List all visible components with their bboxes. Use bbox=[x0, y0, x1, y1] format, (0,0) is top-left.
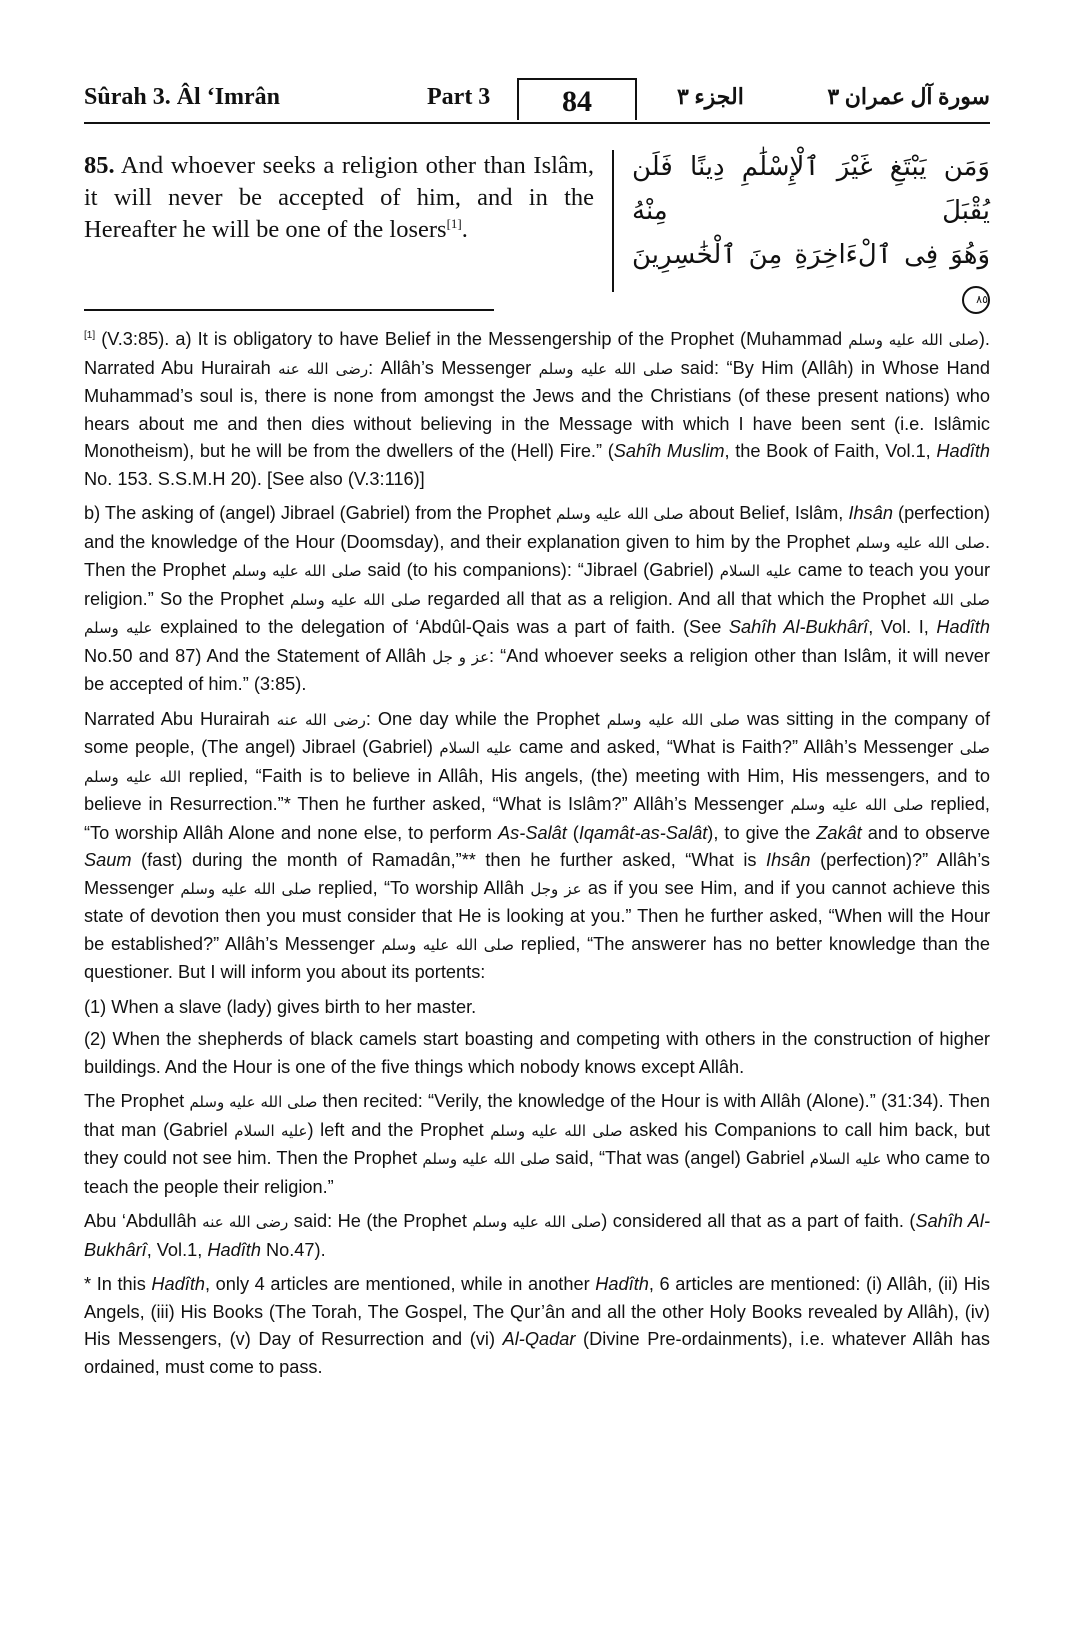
honorific-arabic: عز و جل bbox=[432, 647, 490, 666]
term-italic: Hadîth bbox=[595, 1274, 649, 1294]
note-paragraph-c bbox=[84, 706, 990, 987]
text-run: regarded all that as a religion. And all that which the Prophet bbox=[421, 588, 933, 609]
term-italic: Iqamât-as-Salât bbox=[578, 822, 708, 843]
honorific-arabic: صلى الله عليه وسلم bbox=[422, 1150, 551, 1168]
text-run: replied, “Faith is to believe in Allâh, His angels, (the) meeting with Him, His messengers, and to believe in Resurrection.”* Then he further asked, “What is Islâm?” Allâh’s Messenger bbox=[84, 765, 991, 814]
text-run: ( bbox=[566, 822, 579, 843]
honorific-arabic: صلى الله عليه وسلم bbox=[180, 879, 312, 898]
term-italic: Hadîth bbox=[936, 441, 990, 461]
text-run: then recited: “Verily, the knowledge of the Hour is with Allâh (Alone).” (31:34). Then that man (Gabriel bbox=[84, 1091, 990, 1140]
honorific-arabic: عليه السلام bbox=[809, 1150, 882, 1168]
honorific-arabic: صلى الله عليه وسلم bbox=[848, 331, 979, 349]
term-italic: Ihsân bbox=[766, 850, 811, 870]
header-juz-arabic: الجزء ٣ bbox=[677, 84, 744, 109]
text-run: replied, “To worship Allâh bbox=[311, 877, 531, 898]
honorific-arabic: عليه السلام bbox=[439, 739, 513, 757]
honorific-arabic: صلى الله عليه وسلم bbox=[189, 1093, 318, 1111]
note-paragraph-a bbox=[84, 326, 990, 493]
note-paragraph-e bbox=[84, 1088, 990, 1201]
text-run: came and asked, “What is Faith?” Allâh’s Messenger bbox=[512, 737, 960, 757]
term-italic: As-Salât bbox=[498, 822, 567, 843]
text-run: and to observe bbox=[861, 822, 990, 843]
footnote-rule bbox=[84, 309, 494, 311]
header-rule bbox=[84, 122, 990, 124]
text-run: , 6 articles are mentioned: (i) Allâh, (ii) His Angels, (iii) His Books (The Torah, The Gospel, The Qur’ân and all the other Holy Books revealed by Allâh), (iv) His Messengers, (v) Day of Resurrection and (vi) bbox=[84, 1274, 990, 1349]
term-italic: Al-Qadar bbox=[502, 1329, 576, 1349]
honorific-arabic: صلى الله عليه وسلم bbox=[790, 796, 924, 814]
honorific-arabic: صلى الله عليه وسلم bbox=[289, 590, 422, 609]
honorific-arabic: عز وجل bbox=[530, 879, 582, 898]
honorific-arabic: عليه السلام bbox=[719, 562, 793, 580]
text-run: ) considered all that as a part of faith. ( bbox=[601, 1211, 916, 1231]
note-paragraph-g bbox=[84, 1271, 990, 1381]
ayah-number-mark: ٨٥ bbox=[962, 286, 990, 314]
footnote-reference: [1] bbox=[446, 216, 462, 231]
honorific-arabic: صلى الله عليه وسلم bbox=[84, 590, 990, 637]
header-surah-arabic: سورة آل عمران ٣ bbox=[827, 84, 990, 109]
column-divider bbox=[612, 150, 614, 292]
text-run: (V.3:85). a) It is obligatory to have Belief in the Messengership of the Prophet (Muhammad bbox=[101, 329, 849, 349]
text-run: * In this bbox=[84, 1274, 152, 1294]
text-run: said: “By Him (Allâh) in Whose Hand Muhammad’s soul is, there is none from amongst the Jews and the Christians (of these present nations) who hears about me and then dies without believing in the Message with which I have been sent (i.e. Islâmic Monotheism), but he will be from the dwellers of the (Hell) Fire.” ( bbox=[84, 357, 990, 461]
text-run: : Allâh’s Messenger bbox=[368, 357, 539, 378]
note-paragraph-b bbox=[84, 500, 990, 699]
term-italic: Hadîth bbox=[151, 1274, 205, 1294]
text-run: No. 153. S.S.M.H 20). [See also (V.3:116)] bbox=[84, 468, 425, 489]
text-run: who came to teach the people their religion.” bbox=[84, 1148, 991, 1197]
note-portent-1: (1) When a slave (lady) gives birth to her master. bbox=[84, 996, 477, 1017]
text-run: , only 4 articles are mentioned, while in another bbox=[205, 1274, 596, 1294]
term-italic: Zakât bbox=[816, 822, 862, 843]
text-run: said, “That was (angel) Gabriel bbox=[550, 1148, 810, 1168]
honorific-arabic: صلى الله عليه وسلم bbox=[490, 1121, 623, 1140]
page-number: 84 bbox=[517, 78, 637, 120]
honorific-arabic: عليه السلام bbox=[234, 1121, 308, 1140]
text-run: said (to his companions): “Jibrael (Gabriel) bbox=[361, 560, 720, 580]
text-run: (fast) during the month of Ramadân,”** then he further asked, “What is bbox=[131, 850, 767, 870]
book-title: Sahîh Muslim bbox=[613, 441, 725, 461]
header-surah-title: Sûrah 3. Âl ‘Imrân bbox=[84, 84, 281, 110]
text-run: ), to give the bbox=[707, 822, 817, 843]
text-run: , the Book of Faith, Vol.1, bbox=[724, 441, 937, 461]
verse-end: . bbox=[461, 216, 468, 243]
honorific-arabic: رضى الله عنه bbox=[278, 359, 369, 378]
text-run: as if you see Him, and if you cannot achieve this state of devotion then you must consider that He is looking at you.” Then he further asked, “When will the Hour be established?” Allâh’s Messenger bbox=[84, 877, 991, 954]
text-run: (Divine Pre-ordainments), i.e. whatever Allâh has ordained, must come to pass. bbox=[84, 1329, 990, 1377]
honorific-arabic: رضى الله عنه bbox=[276, 710, 366, 729]
book-title: Sahîh Al-Bukhârî bbox=[728, 617, 869, 637]
text-run: : One day while the Prophet bbox=[365, 708, 607, 729]
honorific-arabic: صلى الله عليه وسلم bbox=[606, 710, 740, 729]
honorific-arabic: صلى الله عليه وسلم bbox=[472, 1213, 602, 1231]
text-run: Abu ‘Abdullâh bbox=[84, 1211, 203, 1231]
text-run: , Vol. I, bbox=[868, 617, 937, 637]
running-header bbox=[84, 78, 990, 120]
verse-translation bbox=[84, 150, 594, 246]
text-run: (perfection) and the knowledge of the Hour (Doomsday), and their explanation given to him by the Prophet bbox=[84, 503, 990, 552]
text-run: . Then the Prophet bbox=[84, 531, 991, 580]
term-italic: Hadîth bbox=[936, 617, 990, 637]
honorific-arabic: صلى الله عليه وسلم bbox=[84, 739, 990, 786]
text-run: replied, “To worship Allâh Alone and none else, to perform bbox=[84, 794, 990, 843]
header-part: Part 3 bbox=[427, 84, 491, 110]
text-run: came to teach you your religion.” So the Prophet bbox=[84, 560, 991, 609]
honorific-arabic: صلى الله عليه وسلم bbox=[855, 533, 985, 552]
verse-text: And whoever seeks a religion other than Islâm, it will never be accepted of him, and in the Hereafter he will be one of the losers bbox=[84, 152, 594, 243]
text-run: explained to the delegation of ‘Abdûl-Qais was a part of faith. (See bbox=[152, 617, 729, 637]
text-run: Narrated Abu Hurairah bbox=[84, 708, 277, 729]
text-run: : “And whoever seeks a religion other than Islâm, it will never be accepted of him.” (3:85). bbox=[84, 645, 990, 694]
term-italic: Hadîth bbox=[207, 1239, 261, 1260]
verse-number: 85. bbox=[84, 152, 115, 179]
book-title: Sahîh Al-Bukhârî bbox=[84, 1211, 991, 1260]
text-run: said: He (the Prophet bbox=[288, 1211, 473, 1231]
verse-arabic bbox=[632, 145, 990, 321]
verse-arabic-line-1: وَمَن يَبْتَغِ غَيْرَ ٱلْإِسْلَٰمِ دِينًا فَلَن يُقْبَلَ مِنْهُ bbox=[632, 152, 990, 226]
honorific-arabic: صلى الله عليه وسلم bbox=[555, 505, 684, 523]
text-run: ). Narrated Abu Hurairah bbox=[84, 329, 990, 378]
text-run: The Prophet bbox=[84, 1091, 190, 1111]
honorific-arabic: صلى الله عليه وسلم bbox=[381, 935, 514, 954]
verse-arabic-line-2 bbox=[632, 233, 990, 321]
term-italic: Saum bbox=[84, 850, 132, 870]
text-run: No.47). bbox=[260, 1239, 326, 1260]
term-italic: Ihsân bbox=[848, 503, 893, 523]
text-run: ) left and the Prophet bbox=[307, 1119, 491, 1140]
honorific-arabic: صلى الله عليه وسلم bbox=[231, 562, 362, 580]
text-run: b) The asking of (angel) Jibrael (Gabriel) from the Prophet bbox=[84, 503, 556, 523]
honorific-arabic: صلى الله عليه وسلم bbox=[538, 359, 674, 378]
footnote-commentary bbox=[84, 326, 990, 1388]
text-run: about Belief, Islâm, bbox=[683, 503, 849, 523]
footnote-marker: [1] bbox=[84, 330, 96, 341]
text-run: , Vol.1, bbox=[146, 1239, 208, 1260]
text-run: asked his Companions to call him back, but they could not see him. Then the Prophet bbox=[84, 1119, 990, 1168]
note-portent-2: (2) When the shepherds of black camels start boasting and competing with others in the construction of higher buildings. And the Hour is one of the five things which nobody knows except Allâh. bbox=[84, 1029, 990, 1077]
honorific-arabic: رضى الله عنه bbox=[202, 1213, 289, 1231]
note-paragraph-f bbox=[84, 1208, 990, 1264]
text-run: (perfection)?” Allâh’s Messenger bbox=[84, 850, 991, 898]
text-run: No.50 and 87) And the Statement of Allâh bbox=[84, 645, 433, 666]
text-run: was sitting in the company of some people, (The angel) Jibrael (Gabriel) bbox=[84, 708, 991, 757]
text-run: replied, “The answerer has no better knowledge than the questioner. But I will inform you about its portents: bbox=[84, 933, 991, 982]
verse-arabic-line-2-text: وَهُوَ فِى ٱلْءَاخِرَةِ مِنَ ٱلْخَٰسِرِينَ bbox=[632, 240, 990, 270]
